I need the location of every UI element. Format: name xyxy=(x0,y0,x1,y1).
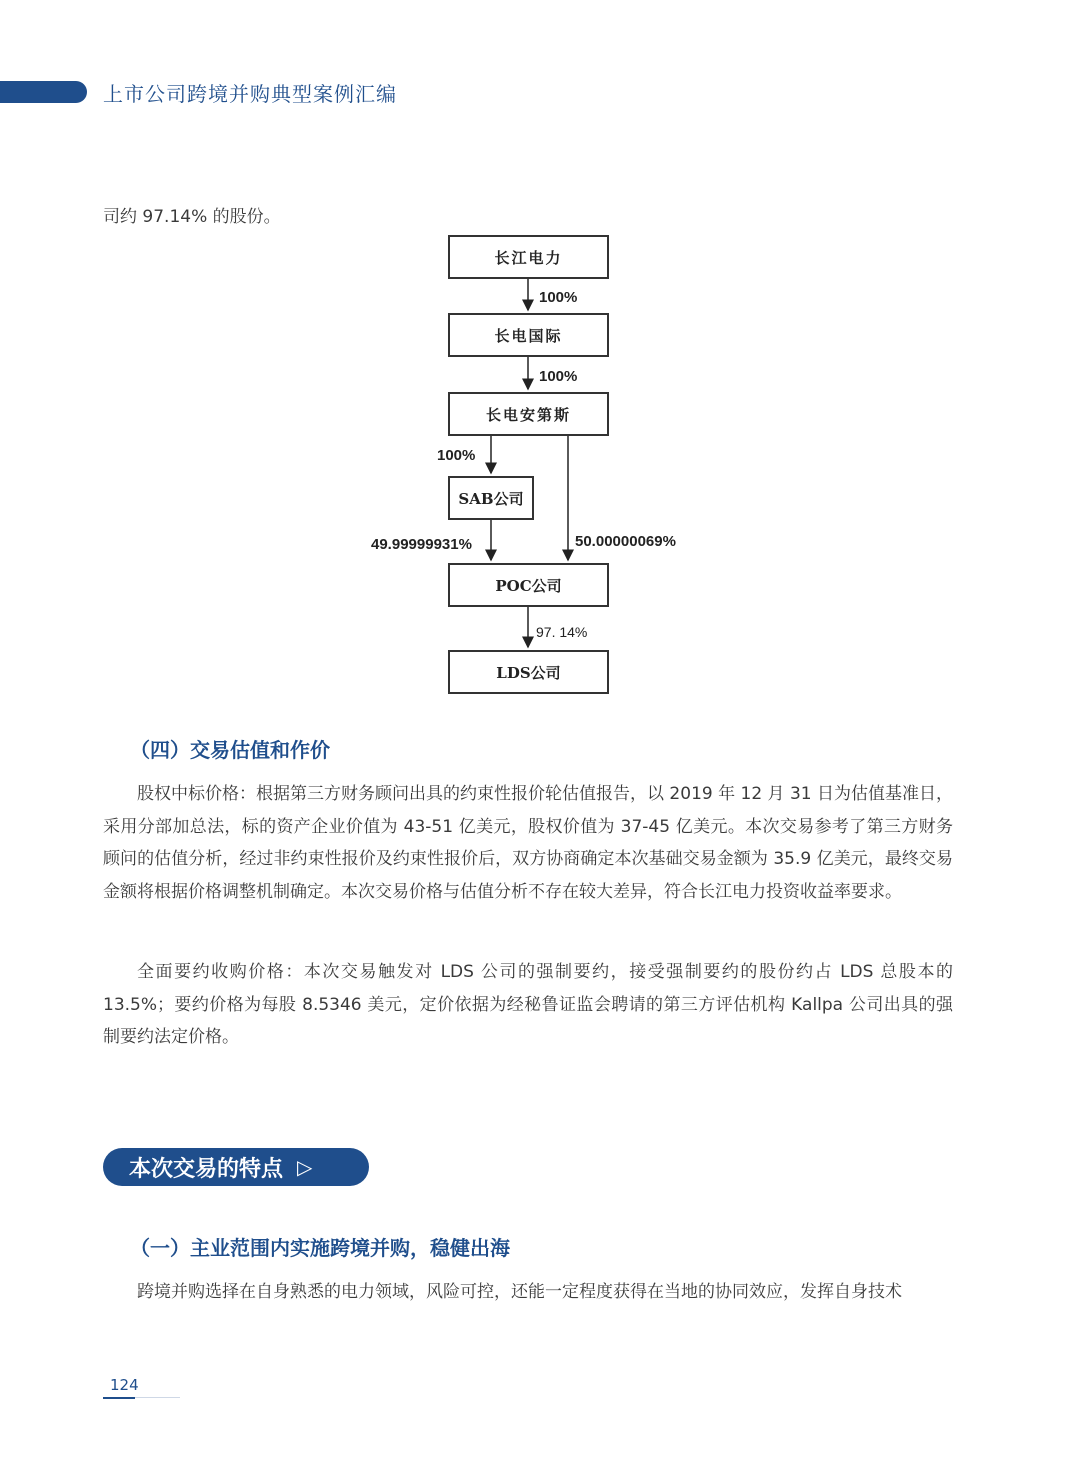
edge-label-6: 97. 14% xyxy=(536,624,588,640)
features-heading-1: （一）主业范围内实施跨境并购，稳健出海 xyxy=(130,1236,510,1260)
page-number-underline xyxy=(103,1397,135,1399)
ownership-diagram-edges xyxy=(0,0,1080,720)
edge-label-1: 100% xyxy=(539,289,578,306)
section4-paragraph-1: 股权中标价格：根据第三方财务顾问出具的约束性报价轮估值报告，以 2019 年 12 月 31 日为估值基准日，采用分部加总法，标的资产企业价值为 43-51 亿美元，股权价值为 37-45 亿美元。本次交易参考了第三方财务顾问的估值分析，经过非约束性报价及约束性报价后，双方协商确定本次基础交易金额为 35.9 亿美元，最终交易金额将根据价格调整机制确定。本次交易价格与估值分析不存在较大差异，符合长江电力投资收益率要求。 xyxy=(103,784,953,902)
section4-paragraph-2: 全面要约收购价格：本次交易触发对 LDS 公司的强制要约，接受强制要约的股份约占 LDS 总股本的13.5%；要约价格为每股 8.5346 美元，定价依据为经秘鲁证监会聘请的第三方评估机构 Kallpa 公司出具的强制要约法定价格。 xyxy=(103,962,953,1047)
node-lds-company: LDS公司 xyxy=(448,650,609,694)
page-number: 124 xyxy=(110,1376,139,1394)
node-poc-company: POC公司 xyxy=(448,563,609,607)
edge-label-2: 100% xyxy=(539,368,578,385)
page-number-rule xyxy=(135,1397,180,1398)
edge-label-3: 100% xyxy=(437,447,476,464)
node-changjiang-power: 长江电力 xyxy=(448,235,609,279)
header-title: 上市公司跨境并购典型案例汇编 xyxy=(103,82,397,106)
section4-heading: （四）交易估值和作价 xyxy=(130,738,330,762)
features-section-pill xyxy=(103,1148,369,1186)
node-changdian-international: 长电国际 xyxy=(448,313,609,357)
node-sab-company: SAB公司 xyxy=(448,476,534,520)
features-paragraph-1: 跨境并购选择在自身熟悉的电力领域，风险可控，还能一定程度获得在当地的协同效应，发挥自身技术 xyxy=(137,1282,902,1302)
features-section-title: 本次交易的特点 xyxy=(129,1156,284,1182)
node-changdian-andes: 长电安第斯 xyxy=(448,392,609,436)
play-arrow-icon: ▷ xyxy=(297,1155,313,1179)
intro-text: 司约 97.14% 的股份。 xyxy=(103,207,281,227)
edge-label-5: 50.00000069% xyxy=(575,533,676,550)
edge-label-4: 49.99999931% xyxy=(371,536,472,553)
